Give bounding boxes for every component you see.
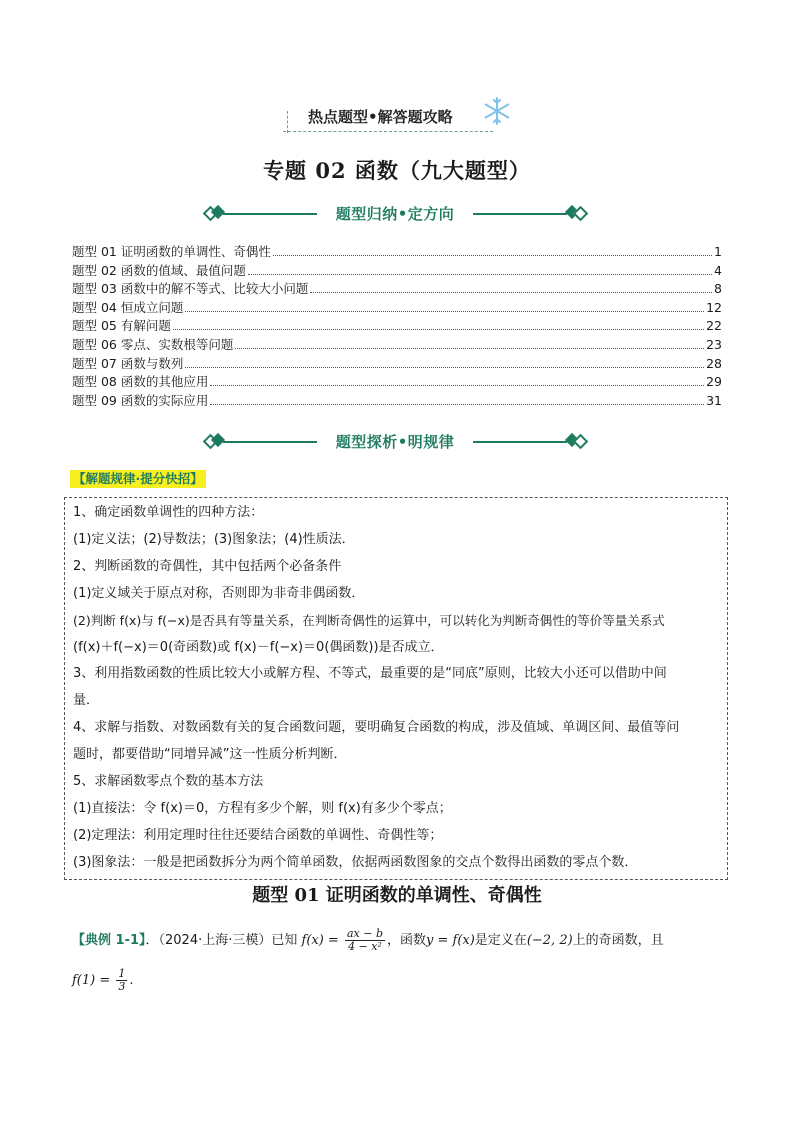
tips-line: (1)定义域关于原点对称，否则即为非奇非偶函数．	[73, 585, 365, 601]
divider-label: 题型探析•明规律	[335, 433, 455, 451]
fraction-denominator: 4 − x²	[348, 940, 382, 953]
tips-line: 4、求解与指数、对数函数有关的复合函数问题，要明确复合函数的构成，涉及值域、单调区间、最值等问	[73, 720, 680, 736]
toc-leader	[210, 404, 704, 405]
toc-page: 1	[714, 244, 722, 259]
tips-line: (2)判断 f(x)与 f(−x)是否具有等量关系，在判断奇偶性的运算中，可以转化为判断奇偶性的等价等量关系式	[73, 612, 665, 628]
tips-line: (1)定义法；(2)导数法；(3)图象法；(4)性质法．	[73, 531, 355, 547]
toc-entry[interactable]	[72, 373, 722, 392]
example-source: ．（2024·上海·三模）已知	[145, 933, 298, 948]
toc-page: 4	[714, 262, 722, 278]
tips-line: (f(x)＋f(−x)＝0(奇函数)或 f(x)－f(−x)＝0(偶函数))是否成立．	[73, 639, 444, 655]
fraction-denominator: 3	[118, 980, 126, 993]
toc-label: 题型 02 函数的值域、最值问题	[72, 262, 246, 278]
tips-box	[64, 497, 728, 880]
tips-line: 2、判断函数的奇偶性，其中包括两个必备条件	[73, 558, 342, 574]
document-title: 专题 02 函数（九大题型）	[263, 158, 531, 183]
toc-entry[interactable]	[72, 336, 722, 355]
tips-line: (2)定理法：利用定理时往往还要结合函数的单调性、奇偶性等；	[73, 827, 443, 843]
toc-page: 31	[706, 392, 722, 408]
tips-line: 5、求解函数零点个数的基本方法	[73, 774, 264, 790]
tips-label: 【解题规律·提分快招】	[70, 470, 206, 488]
divider-line	[473, 441, 567, 443]
example-fraction	[345, 928, 385, 953]
toc-page: 8	[714, 281, 722, 297]
toc-label: 题型 04 恒成立问题	[72, 299, 184, 315]
divider-label: 题型归纳•定方向	[335, 205, 455, 223]
toc-page: 23	[706, 336, 722, 352]
header-tag: 热点题型•解答题攻略	[308, 108, 453, 126]
section-divider-analysis	[205, 431, 585, 453]
divider-line	[473, 213, 567, 215]
tips-line: 3、利用指数函数的性质比较大小或解方程、不等式，最重要的是“同底”原则，比较大小还可以借助中间	[73, 666, 667, 682]
toc-entry[interactable]	[72, 280, 722, 299]
toc-page: 12	[706, 299, 722, 315]
example-condition	[72, 968, 134, 993]
toc-leader	[185, 311, 704, 312]
toc-entry[interactable]	[72, 317, 722, 336]
toc-label: 题型 06 零点、实数根等问题	[72, 336, 234, 352]
snowflake-icon	[482, 96, 512, 126]
toc-entry[interactable]	[72, 243, 722, 262]
example-text: 是定义在	[474, 933, 527, 948]
toc-leader	[210, 385, 704, 386]
fraction-numerator: ax − b	[346, 927, 383, 940]
toc-label: 题型 09 函数的实际应用	[72, 392, 209, 408]
section-divider-overview	[205, 203, 585, 225]
example-text: .	[129, 973, 134, 988]
toc-label: 题型 07 函数与数列	[72, 355, 184, 371]
toc-leader	[248, 274, 712, 275]
toc-label: 题型 03 函数中的解不等式、比较大小问题	[72, 281, 309, 297]
example-problem	[72, 928, 732, 953]
toc-leader	[310, 292, 712, 293]
toc-leader	[185, 367, 704, 368]
toc-page: 28	[706, 355, 722, 371]
example-text: ，函数	[386, 933, 426, 948]
tips-line: 题时，都要借助“同增异减”这一性质分析判断．	[73, 747, 347, 763]
section-title: 题型 01 证明函数的单调性、奇偶性	[252, 885, 542, 906]
toc-page: 22	[706, 318, 722, 334]
tips-line: 量．	[73, 693, 100, 709]
example-fraction	[116, 968, 127, 993]
toc-entry[interactable]	[72, 355, 722, 374]
example-fx: f(x) =	[301, 933, 339, 948]
example-text: 上的奇函数，且	[572, 933, 664, 948]
toc-leader	[173, 329, 704, 330]
toc-entry[interactable]	[72, 299, 722, 318]
divider-line	[223, 441, 317, 443]
toc-leader	[273, 255, 712, 256]
example-f1: f(1) =	[72, 973, 111, 988]
tips-line: (3)图象法：一般是把函数拆分为两个简单函数，依据两函数图象的交点个数得出函数的零点个数．	[73, 854, 638, 870]
table-of-contents	[72, 243, 722, 410]
divider-line	[223, 213, 317, 215]
header-underline	[283, 131, 493, 132]
toc-label: 题型 08 函数的其他应用	[72, 374, 209, 390]
toc-leader	[235, 348, 704, 349]
toc-label: 题型 01 证明函数的单调性、奇偶性	[72, 244, 271, 259]
toc-page: 29	[706, 374, 722, 390]
toc-entry[interactable]	[72, 262, 722, 281]
toc-label: 题型 05 有解问题	[72, 318, 171, 334]
example-tag: 【典例 1-1】	[72, 933, 146, 948]
example-interval: (−2, 2)	[526, 933, 573, 948]
example-yfx: y = f(x)	[426, 933, 475, 948]
tips-line: 1、确定函数单调性的四种方法：	[73, 505, 264, 520]
header-decoration	[287, 111, 288, 133]
toc-entry[interactable]	[72, 392, 722, 411]
tips-line: (1)直接法：令 f(x)＝0，方程有多少个解，则 f(x)有多少个零点；	[73, 800, 452, 816]
fraction-numerator: 1	[118, 967, 126, 980]
